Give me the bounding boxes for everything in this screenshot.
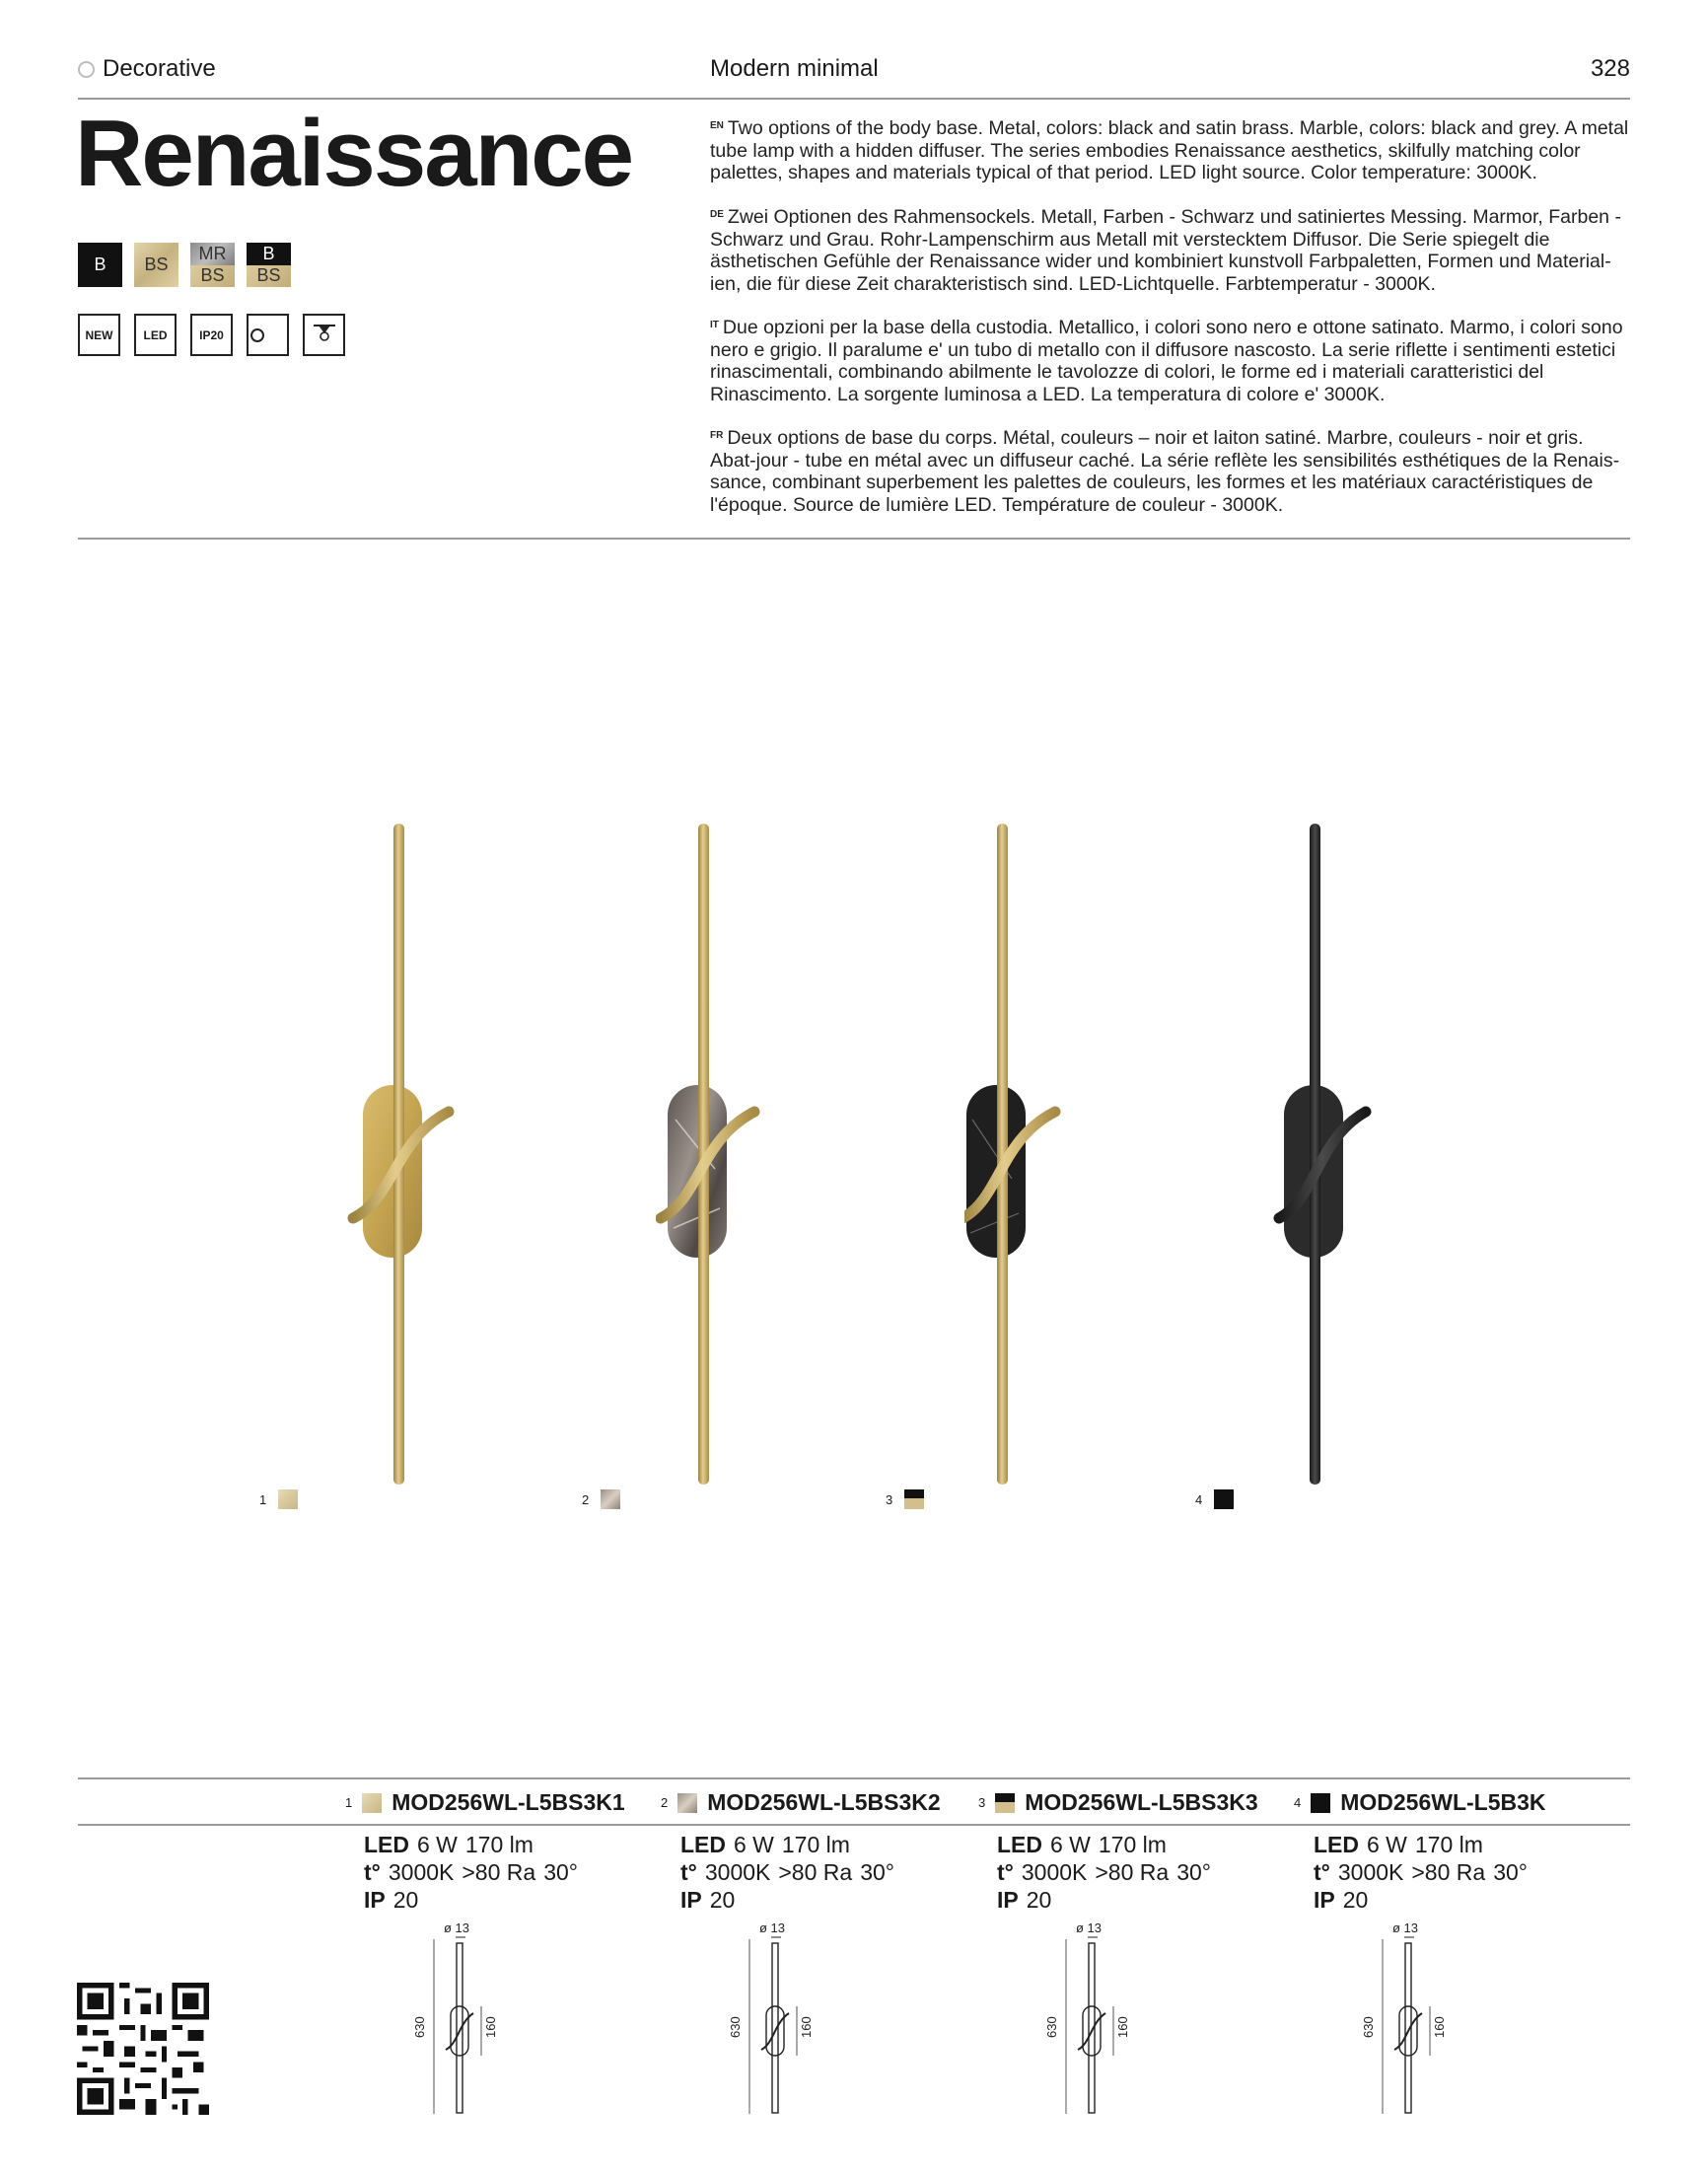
- svg-text:ø 13: ø 13: [1392, 1920, 1419, 1935]
- product-title: Renaissance: [75, 101, 633, 206]
- intro-divider: [78, 538, 1630, 540]
- svg-text:160: 160: [1432, 2016, 1447, 2038]
- wall-mount-icon: [247, 314, 289, 356]
- lamp-label-4: 4: [1195, 1489, 1234, 1509]
- svg-text:ø 13: ø 13: [1076, 1920, 1103, 1935]
- swatch-black-icon: [1311, 1793, 1330, 1813]
- models-top-divider: [78, 1777, 1630, 1779]
- badge-ip20: IP20: [190, 314, 233, 356]
- lamp-grey-marble: [656, 824, 784, 1489]
- description-it: $^{IT}$ Due opzioni per la base della custodia. Metallico, i colori sono nero e ottone satinato. Marmo, i colori sono nero e grigio. Il paralume e' un tubo di metallo con il diffusore nascosto. La serie riflette i sentimenti estetici rinascimentali, combinando abilmente le tavolozze di colori, le forme ed i materiali caratteristici del Rinascimento. La sorgente luminosa a LED. La temperatura di colore e' 3000K.: [710, 317, 1623, 405]
- lamp-satin-brass: [335, 824, 463, 1489]
- lamp-label-1: 1: [259, 1489, 298, 1509]
- description-de: $^{DE}$ Zwei Optionen des Rahmensockels. Metall, Farben - Schwarz und satiniertes Messing. Marmor, Farben - Schwarz und Grau. Rohr-Lampenschirm aus Metall mit verstecktem Diffusor. Die Serie spiegelt die ästhetischen Gefühle der Renaissance wider und kombiniert kunstvoll Farbpaletten, Formen und Material-ien, die für diese Zeit charakteristisch sind. LED-Lichtquelle. Farbtemperatur - 3000K.: [710, 206, 1621, 295]
- finish-swatch-bs: BS: [134, 243, 178, 287]
- finish-swatch-b: B: [78, 243, 122, 287]
- feature-badges: [78, 314, 345, 356]
- description-fr: $^{FR}$ Deux options de base du corps. Métal, couleurs – noir et laiton satiné. Marbre, couleurs - noir et gris. Abat-jour - tube en métal avec un diffuseur caché. La série reflète les sensibilités esthétiques de la Renais-sance, combinant superbement les palettes de couleurs, les formes et les matériaux caractéristiques de l'époque. Source de lumière LED. Température de couleur - 3000K.: [710, 427, 1620, 516]
- finish-swatches: [78, 243, 291, 287]
- svg-text:630: 630: [728, 2016, 743, 2038]
- svg-text:160: 160: [1115, 2016, 1130, 2038]
- svg-text:ø 13: ø 13: [444, 1920, 470, 1935]
- finish-swatch-b-bs: B BS: [247, 243, 291, 287]
- model-2: 2 MOD256WL-L5BS3K2: [661, 1789, 941, 1815]
- lamp-label-2: 2: [582, 1489, 620, 1509]
- circle-icon: [78, 61, 95, 78]
- category-label: [78, 55, 216, 83]
- qr-code-icon[interactable]: [77, 1983, 209, 2115]
- light-direction-icon: [303, 314, 345, 356]
- model-4: 4 MOD256WL-L5B3K: [1294, 1789, 1546, 1815]
- model-3: 3 MOD256WL-L5BS3K3: [978, 1789, 1258, 1815]
- swatch-marble-icon: [601, 1489, 620, 1509]
- lamp-label-3: 3: [886, 1489, 924, 1509]
- svg-text:ø 13: ø 13: [759, 1920, 786, 1935]
- specs-3: LED 6 W 170 lm t° 3000K >80 Ra 30° IP 20: [997, 1832, 1211, 1913]
- series-label: Modern minimal: [710, 55, 879, 82]
- models-mid-divider: [78, 1824, 1630, 1826]
- badge-new: NEW: [78, 314, 120, 356]
- category-text: Decorative: [103, 55, 216, 82]
- page-number: 328: [1590, 55, 1630, 82]
- svg-text:160: 160: [799, 2016, 814, 2038]
- swatch-satin-brass-icon: [362, 1793, 382, 1813]
- svg-text:630: 630: [412, 2016, 427, 2038]
- svg-text:630: 630: [1044, 2016, 1059, 2038]
- dimension-drawing-2: [720, 1920, 828, 2117]
- header-divider: [78, 98, 1630, 100]
- description-en: $^{EN}$ Two options of the body base. Metal, colors: black and satin brass. Marble, colors: black and grey. A metal tube lamp with a hidden diffuser. The series embodies Renaissance aesthetics, skilfully matching color palettes, shapes and materials typical of that period. LED light source. Color temperature: 3000K.: [710, 117, 1629, 183]
- dimension-drawing-4: [1353, 1920, 1461, 2117]
- dimension-drawing-3: [1036, 1920, 1145, 2117]
- swatch-black-brass-icon: [904, 1489, 924, 1509]
- badge-led: LED: [134, 314, 177, 356]
- finish-swatch-mr-bs: MR BS: [190, 243, 235, 287]
- lamp-black-marble: [964, 824, 1093, 1489]
- svg-text:630: 630: [1361, 2016, 1376, 2038]
- swatch-black-icon: [1214, 1489, 1234, 1509]
- specs-2: LED 6 W 170 lm t° 3000K >80 Ra 30° IP 20: [680, 1832, 894, 1913]
- swatch-black-brass-icon: [995, 1793, 1015, 1813]
- specs-1: LED 6 W 170 lm t° 3000K >80 Ra 30° IP 20: [364, 1832, 578, 1913]
- specs-4: LED 6 W 170 lm t° 3000K >80 Ra 30° IP 20: [1314, 1832, 1528, 1913]
- dimension-drawing-1: [404, 1920, 513, 2117]
- swatch-marble-icon: [677, 1793, 697, 1813]
- model-1: 1 MOD256WL-L5BS3K1: [345, 1789, 625, 1815]
- lamp-black: [1267, 824, 1395, 1489]
- swatch-satin-brass-icon: [278, 1489, 298, 1509]
- svg-text:160: 160: [483, 2016, 498, 2038]
